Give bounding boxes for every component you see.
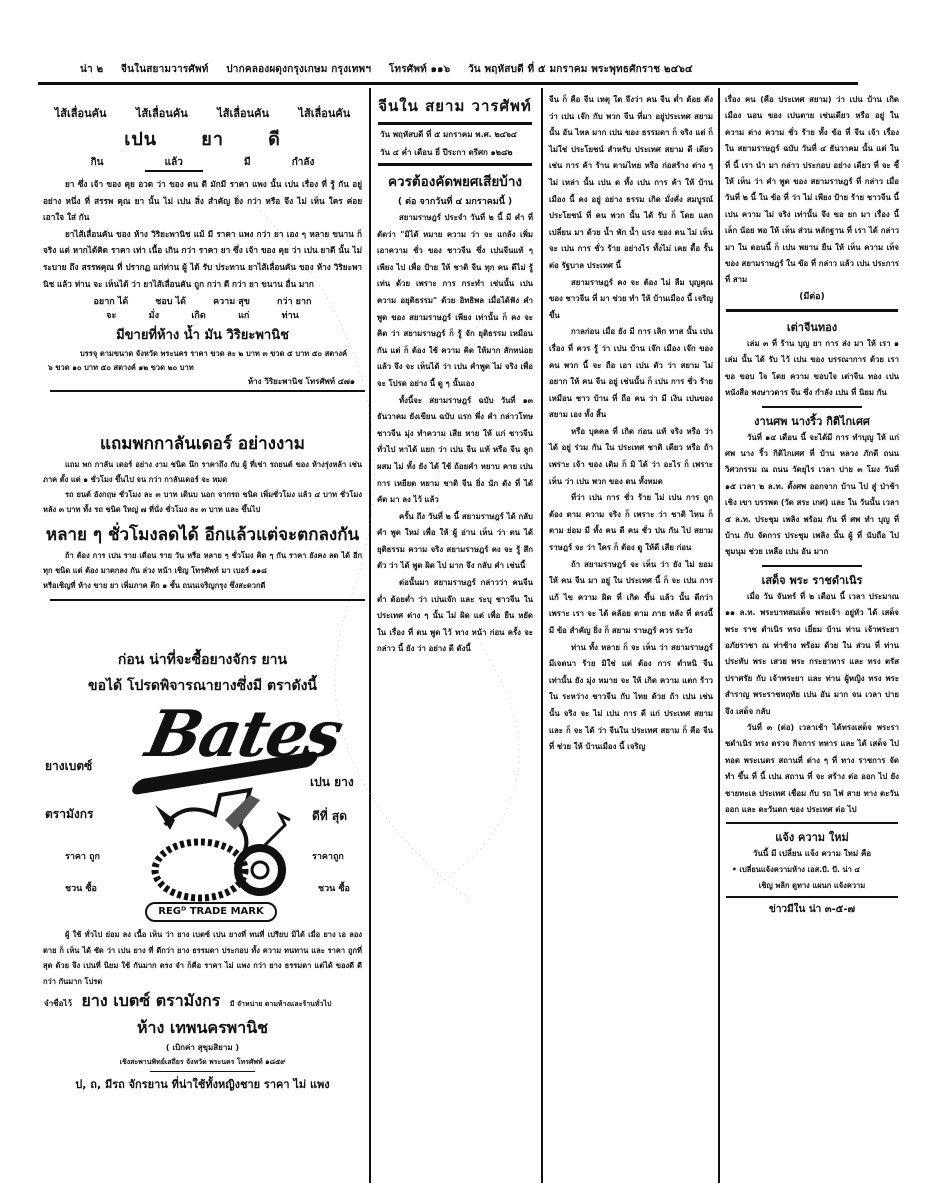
ad-paragraph: หรือเชิญที่ ห้าง ขาย ยา เพิ่มภาค ตึก ๑ ชั้น ถนนเจริญกรุง ซึ่งสะดวกดี: [43, 581, 266, 591]
editorial-paragraph: ครั้น ถึง วันที่ ๒ นี้ สยามราษฎร์ ได้ กลับ คำ พูด ใหม่ เพื่อ ให้ ผู้ อ่าน เห็น ว่า ตน ได้ ยุติธรรม ความ จริง สยามราษฎร์ คง จะ รู้ สึก ตัว ว่า ได้ พูด ผิด ไป มาก จึง กลับ คำ เช่นนี้: [377, 511, 533, 571]
editorial-paragraph: ท่าน ทั้ง หลาย ก็ จะ เห็น ว่า สยามราษฎร์ มีเจตนา ร้าย มิใช่ แต่ ต้อง การ ตำหนิ จีน เท่านั้น ยัง มุ่ง หมาย จะ ให้ เกิด ความ แตก ร้าว ใน ระหว่าง ชาวจีน กับ ไทย ด้วย ถ้า เปน เช่นนั้น จริง จะ ไม่ เปน การ ดี แก่ ประเทศ สยาม และ ก็ จะ ได้ ว่า จีนใน ประเทศ สยาม ก็ คือ จีน ที่ ช่วย ให้ บ้านเมือง นี้ เจริญ: [549, 642, 713, 752]
bates-left-label: ยางเบตซ์: [45, 759, 93, 774]
bates-left-label: ชวน ซื้อ: [65, 884, 97, 895]
dragon-trademark-icon: [145, 785, 295, 905]
bates-intro-line: ขอได้ โปรดพิจารณายางซึ่งมี ตราดังนี้: [88, 678, 317, 695]
notice-line: เชิญ พลิก ดูทาง แผนก แจ้งความ: [758, 881, 866, 891]
benefit-word: จะ: [106, 311, 117, 322]
bates-tyre-advertisement: [40, 649, 365, 1093]
notice-title: แจ้ง ความ ใหม่: [775, 831, 849, 845]
masthead: [80, 62, 860, 82]
price-line: ๖ ขวด ๑๐ บาท ๕๐ สตางค์ ๑๒ ขวด ๒๐ บาท: [48, 363, 194, 373]
editorial-continued-body: [546, 88, 716, 756]
news-body: [722, 336, 902, 402]
editorial-subhead: ( ต่อ จากวันที่ ๔ มกราคมนี้ ): [397, 197, 513, 207]
ad-label: ไส้เลื่อนคัน: [217, 107, 269, 120]
news-body: [722, 430, 902, 561]
editorial-paragraph: ถ้า สยามราษฎร์ จะ เห็น ว่า ยัง ไม่ ยอม ให้ คน จีน มา อยู่ ใน ประเทศ นี้ ก็ จะ เปน การ แก้ ไข ความ ผิด ที่ เกิด ขึ้น แล้ว นั้น ดีกว่า เพราะ เรา จะ ได้ คล้อย ตาม ภาย หลัง ที่ ตรงนี้ มี ข้อ สำคัญ ยิ่ง ก็ สยาม ราษฎร์ ควร ระวัง: [549, 559, 713, 635]
bicycle-note: ป, ถ, มีรถ จักรยาน ที่น่าใช้ทั้งหญิงชาย ราคา ไม่ แพง: [75, 1078, 330, 1092]
news-paragraph: วันที่ ๑๔ เดือน นี้ จะได้มี การ ทำบุญ ให้ แก่ศพ นาง ริ้ว กิติไกเศศ ที่ บ้าน หลวง ภักดี ถนน วิศวกรรม ณ ถนน วัดยุไร เวลา บ่าย ๓ โมง วันที่ ๑๕ เวลา ๒ ล.ท. ตั้งศพ ออกจาก บ้าน ไป สู่ ป่าช้า เชิง เขา บรรพต (วัด สระ เกศ) และ ใน วันนั้น เวลา ๕ ล.ท. ประชุม เพลิง พร้อม กัน ที่ ศพ ทำ บุญ ที่ บ้าน กับ จัดการ ประชุม เพลิง นั้น ผู้ ที่ นับถือ ไป ชุมนุม ช่วย เหลือ เปน อัน มาก: [725, 432, 899, 557]
company-subtitle: ( เบิกค่า สุขุมสิยาม ): [165, 1043, 240, 1053]
news-paragraph: วันที่ ๓ (ต่อ) เวลาเช้า ได้ทรงเสด็จ พระราชดำเนิร ทรง ตรวจ กิจการ ทหาร และ ได้ เสด็จ ไป ทอด พระเนตร สถานที่ ต่าง ๆ ที่ ทาง ราชการ จัด ทำ ขึ้น ที่ นี้ เปน สถาน ที่ จะ สร้าง ต่อ ออก ไป ยัง ชายทะเล ประเทศ เชื่อม กับ รถ ไฟ สาย ทาง ตะวันออก และ ตะวันตก ของ ประเทศ ต่อ ไป: [725, 723, 899, 815]
benefit-word: กว่า ยาก: [276, 297, 312, 308]
editorial-paragraph: สยามราษฎร์ ประจำ วันที่ ๒ นี้ มี คำ ที่ ตัดว่า "มิได้ หมาย ความ ว่า จะ แกล้ง เพิ่ม เอาความ ชั่ว ของ ชาวจีน ซึ่ง เปนจีนแท้ ๆ เพียง ไป เพื่อ ป้าย ให้ ชาติ จีน ทุก คน ดีไม่ รู้ เท่น ด้วย เพราะ การ กระทำ เช่นนั้น เปน ความ อยุติธรรม" ด้วย อิทธิพล เมื่อได้ฟัง คำ พูด ของ สยามราษฎร์ เพียง เท่านั้น ก็ คง จะ คิด ว่า สยามราษฎร์ ก็ รู้ จัก ยุติธรรม เหมือนกัน แต่ ก็ ต้อง ใช้ ความ คิด ให้มาก สักหน่อย แล้ว จึง จะ เห็นได้ ว่า เปน คำพูด ไม่ จริง เพื่อ จะ โปรด อย่าง นี้ ดู ๆ นั้นเอง: [377, 213, 533, 388]
column-divider: [541, 88, 543, 1183]
ad-body: [40, 176, 365, 292]
sub-word: มี: [243, 157, 251, 168]
phone-number: โทรศัพท์ ๑๑๖: [388, 64, 451, 75]
ad-paragraph: ถ้า ต้อง การ เปน ราย เดือน ราย วัน หรือ หลาย ๆ ชั่วโมง คิด ๆ กัน ราคา ยังคง ลด ได้ อีก ทุก ชนิด แต่ ต้อง มาตกลง กัน ล่วง หน้า เชิญ โทรศัพท์ มา เบอร์ ๑๑๘: [43, 551, 362, 576]
benefit-word: แก่: [238, 311, 250, 322]
editorial-column: [374, 88, 536, 1178]
editorial-continued-column: [546, 88, 716, 1178]
trademark-label: REGᴰ TRADE MARK: [145, 902, 277, 922]
benefits-row: [90, 308, 315, 322]
bates-right-label: ดีที่ สุด: [312, 809, 347, 824]
calendar-advertisement: [40, 430, 365, 601]
bates-right-label: เปน ยาง: [310, 775, 354, 790]
paper-name: จีนในสยามวารศัพท์: [121, 64, 209, 75]
sub-word: กำลัง: [291, 157, 315, 168]
editorial-paragraph: จีน ก็ คือ จีน เหตุ ใด จึงว่า คน จีน ต่ำ ต้อย ดังว่า เปน เจ๊ก กับ พวก จีน ที่มา อยู่ประเทศ สยาม นั้น อัน ไหล มาก เปน ของ ธรรมดา ก็ จริง แต่ ก็ไม่ใช่ ประโยชน์ สำหรับ ประเทศ สยาม ดี เดียว เช่น การ ค้า ร้าน ตามไทย หรือ ก่อสร้าง ต่าง ๆ ไม่ เหล่า นั้น เปน ด ทั้ง เปน การ ค้า ให้ บ้านเมือง นี้ คง อยู่ อย่าง ธรรม เกิด มั่งคั่ง สมบูรณ์ ประโยชน์ ที่ คน พวก นั้น ได้ รับ ก็ โดย แลก เปลี่ยน มา ด้วย น้ำ พัก น้ำ แรง ของ ตน ไม่ เห็น จะ เปน การ ชั่ว ร้าย อย่างไร ทั้งไม่ เคย ดื้อ รั้น ต่อ รัฐบาล ประเทศ นี้: [549, 95, 713, 270]
masthead-rule: [38, 82, 858, 85]
ad-label: ไส้เลื่อนคัน: [135, 107, 188, 120]
divider: [762, 406, 862, 408]
ad-repeat-labels: [40, 88, 365, 122]
bates-left-label: ตรามังกร: [45, 807, 94, 822]
divider: [50, 599, 365, 601]
editorial-body: [374, 210, 536, 658]
benefit-word: เกิด: [191, 311, 206, 322]
ad-paragraph: ยาไส้เลื่อนคัน ของ ห้าง วิริยะพานิช แม้ มี ราคา แพง กว่า ยา เอง ๆ หลาย ขนาน ก็ จริง แต่ หากได้คิด ราคา เท่า เนื้อ เกิน กว่า ราคา ยา ซึ่ง เจ้า ของ คุย ว่า เปน ยาดี นั้น ไม่ ระบาย ถึง สรรพคุณ ที่ ปรากฏ แก่ท่าน ผู้ ได้ รับ ประทาน ยาไส้เลื่อนคัน ของ ห้าง วิริยะพานิช แล้ว ท่าน จะ เห็นได้ ว่า ยาไส้เลื่อนคัน ถูก กว่า ดี กว่า ยา ขนาน อื่น มาก: [43, 228, 362, 289]
ad-headline: [80, 124, 325, 153]
calendar-ad-body: [40, 457, 365, 517]
benefit-word: มั่ง: [148, 311, 159, 322]
bates-brand-line: [40, 989, 365, 1014]
news-title: เต่าจีนทอง: [786, 320, 838, 334]
benefit-word: ท่าน: [281, 311, 299, 322]
ad-paragraph: ยา ซึ่ง เจ้า ของ คุย อวด ว่า ของ ตน ดี มักมี ราคา แพง นั้น เปน เรื่อง ที่ รู้ กัน อยู่ อย่าง หนึ่ง ที่ สรรพ คุณ ยา นั้น ไม่ เปน สิ่ง สำคัญ ยิ่ง กว่า หรือ จึง ไม่ เห็น ใคร ค่อย เอาใจ ใส่ กัน: [43, 179, 362, 223]
company-name: ห้าง เทพนครพานิช: [136, 1018, 269, 1038]
company-address: เชิงสะพานพิทย์เสถียร จังหวัด พระนคร โทรศัพท์ ๑๘๕๙: [119, 1058, 286, 1067]
office-address: ปากคลองผดุงกรุงเกษม กรุงเทพฯ: [226, 64, 372, 75]
column-divider: [718, 88, 720, 1183]
editorial-paragraph: กาลก่อน เมื่อ ยัง มี การ เลิก ทาส นั้น เปน เรื่อง ที่ ควร รู้ ว่า เปน บ้าน เจ๊ก เมือง เจ๊ก ของ คน พวก นี้ จะ ถือ เอา เปน ตัว ว่า สยาม ไม่ อยาก ให้ คน จีน อยู่ เช่นนั้น ก็ เปน การ ชั่ว ร้าย เหมือน ชาว บ้าน ที่ ถือ คน ว่า มี เงิน เปนของ สยาม เอง ทั้ง สิ้น: [549, 327, 713, 420]
editorial-paragraph: ที่ว่า เปน การ ชั่ว ร้าย ไม่ เปน การ ถูก ต้อง ตาม ความ จริง ก็ เพราะ ว่า ชาติ ไหน ก็ ตาม ย่อม มี ทั้ง คน ดี คน ชั่ว ปน กัน ไป สยามราษฎร์ จะ ว่า ใคร ก็ ต้อง ดู ให้ดี เสีย ก่อน: [549, 493, 713, 553]
seller-name: มีขายที่ห้าง น้ำ มัน วิริยะพานิช: [116, 328, 289, 344]
divider: [762, 565, 862, 567]
dealer-note: มี จำหน่าย ตามห้างและร้านทั่วไป: [229, 1000, 332, 1009]
editorial-paragraph: เรื่อง คน (คือ ประเทศ สยาม) ว่า เปน บ้าน เกิด เมือง นอน ของ เปนตาย เช่นเดียว หรือ อยู่ ใน ความ ต่าง ความ ชั่ว ร้าย ทั้ง ข้อ ที่ จีน เจ้า เรื่อง ใน สยามราษฎร์ ฉบับ วันที่ ๔ ธันวาคม นั้น แต่ ใน ที่ นี้ เรา นำ มา กล่าว ประกอบ อย่าง เดียว ที่ จะ ชี้ ให้ เห็น ว่า คำ พูด ของ สยามราษฎร์ ที่ กล่าว เมื่อ วันที่ ๒ นี้ ใน ข้อ ที่ ว่า ไม่ เพียง ป้าย ร้าย ชาวจีน นี้ เปน ความ ไม่ จริง เท่านั้น จึง ขอ ยก มา เรื่อง นี้ เล็ก น้อย พอ ให้ เห็น ส่วน หลักฐาน ที่ เรา ได้ กล่าว มา ใน ตอนนี้ ก็ เปน พยาน ยืน ให้ เห็น ความ เท็จ ของ สยามราษฎร์ ใน ข้อ ที่ กล่าว แล้ว เปน ประการ ที่ สาม: [725, 95, 899, 285]
column-divider: [369, 88, 371, 1183]
ad-paragraph: ผู้ ใช้ ทั่วไป ย่อม ลง เนื้อ เห็น ว่า ยาง เบตซ์ เปน ยางที่ ทนที่ เปรียบ มิได้ เมื่อ ยาง เอ ลอง ตาย ก็ เห็น ได้ ชัด ว่า เปน ยาง ที่ ดีกว่า ยาง ธรรมดา ประกอบ ทั้ง ความ ทนทาน และ ราคา ถูกที่ สุด ด้วย จึง เปนที่ นิยม ใช้ กันมาก ตรง จำ ก็คือ ราคา ไม่ แพง กว่า ยาง ธรรมดา แต่ได้ ของดี ดีกว่า กันมาก โปรด: [43, 930, 362, 986]
brand-name: ยาง เบตซ์ ตรามังกร: [81, 991, 221, 1011]
bates-right-label: ราคาถูก: [312, 852, 344, 863]
bates-logo-area: [40, 697, 365, 927]
lunar-date: วัน ๔ ค่ำ เดือน ยี่ ปีระกา ตรีศก ๑๒๘๒: [380, 148, 513, 157]
sub-word: แล้ว: [145, 155, 203, 172]
notice-bullet: [722, 862, 902, 878]
price-line: บรรจุ ตามขนาด จังหวัด พระนคร ราคา ขวด ละ ๒ บาท ๓ ขวด ๕ บาท ๕๐ สตางค์: [80, 349, 348, 359]
news-column: [722, 88, 902, 1178]
editorial-paragraph: สยามราษฎร์ คง จะ ต้อง ไม่ ลืม บุญคุณ ของ ชาวจีน ที่ มา ช่วย ทำ ให้ บ้านเมือง นี้ เจริญ ขึ้น: [549, 277, 713, 320]
benefit-word: ความ สุข: [213, 297, 250, 308]
editorial-paragraph: ต่อนั้นมา สยามราษฎร์ กล่าวว่า คนจีน ต่ำ ต้อยต่ำ ว่า เปนเจ๊ก และ ระบุ ชาวจีน ใน ประเทศ ต่าง ๆ นั้น ไม่ ผิด แต่ เพื่อ ยืน หยัด ใน เรื่อง ที่ ตน พูด ไว้ ทาง หน้า ก่อน ครั้ง จะ กล่าว นี้ ยัง ว่า อย่าง ดี ดังนี้: [377, 578, 533, 654]
bates-logo: Bates: [140, 697, 348, 773]
editorial-headline: ควรต้องคัดพยศเสียบ้าง: [387, 174, 522, 190]
benefit-word: ชอบ ได้: [155, 297, 187, 308]
divider: [726, 309, 898, 312]
hourly-ad-body: [40, 548, 365, 593]
calendar-ad-title: แถมพกกาลันเดอร์ อย่างงาม: [99, 434, 305, 455]
news-item: [722, 571, 902, 819]
hourly-ad-title: หลาย ๆ ชั่วโมงลดได้ อีกแล้วแต่จะตกลงกัน: [45, 525, 360, 546]
ad-paragraph: รถ ยนต์ อังกฤษ ชั่วโมง ละ ๓ บาท เดินบ นอก จากรถ ชนิด เพิ่มชั่วโมง แล้ว ๔ บาท ชั่วโมง หลัง ๓ บาท ทั้ง รถ ชนิด ใหญ่ ๗ ที่นั่ง ชั่วโมง ละ ๓ บาท และ ขึ้นไป: [43, 490, 362, 515]
bullet-icon: •: [732, 865, 740, 875]
bates-right-label: ชวน ซื้อ: [318, 884, 350, 895]
headline-word: ยา: [201, 129, 224, 150]
paper-title: จีนใน สยาม วารศัพท์: [378, 97, 532, 115]
issue-date: วัน พฤหัสบดี ที่ ๕ มกราคม พระพุทธศักราช ๒๔๖๔: [467, 64, 693, 75]
news-item: [722, 318, 902, 402]
divider: [150, 1071, 255, 1072]
medicine-advertisement: [40, 88, 365, 392]
ad-label: ไส้เลื่อนคัน: [54, 107, 107, 120]
advertisement-notice: [722, 828, 902, 894]
benefit-word: อยาก ได้: [93, 297, 129, 308]
news-paragraph: เล่ม ๓ ที่ ร้าน บุญ ยา การ ส่ง มา ให้ เรา ๑ เล่ม นั้น ได้ รับ ไว้ เปน ของ บรรณาการ ด้วย เรา ขอ ขอบ ใจ โดย ความ ขอบใจ เต่าจีน ทอง เปน หนังสือ พงษาวดาร จีน ซึ่ง กำลัง เปน ที่ นิยม กัน: [725, 338, 899, 398]
news-title: เสด็จ พระ ราชดำเนิร: [761, 573, 863, 587]
headline-word: ดี: [268, 129, 281, 150]
editorial-paragraph: หรือ บุคคล ที่ เกิด ก่อน แท้ จริง หรือ ว่า ได้ อยู่ ร่วม กัน ใน ประเทศ ชาติ เดียว หรือ ถ้า เพราะ เจ้า ของ เดิม ก็ มิ ได้ ว่า อะไร ก็ เพราะ เห็น ว่า เปน พวก ของ ตน ทั้งหมด: [549, 426, 713, 486]
page-index: ข่าวมีใน น่า ๓-๕-๗: [768, 904, 855, 916]
ad-paragraph: แถม พก กาลัน เดอร์ อย่าง งาม ชนิด นึก ราคาถึง กับ ผู้ ที่เช่า รถยนต์ ของ ห้างรุ่งหล้า เช่น ภาค ตั้ง แต่ ๑ ชั่วโมง ขึ้นไป จน กว่า กาลันเดอร์ จะ หมด: [43, 460, 362, 485]
news-paragraph: เมื่อ วัน จันทร์ ที่ ๒ เดือน นี้ เวลา ประมาณ ๑๑ ล.ท. พระบาทสมเด็จ พระเจ้า อยู่หัว ได้ เสด็จ พระ ราช ดำเนิร ทรง เยี่ยม บ้าน ท่าน เจ้าพระยา อภัยราชา ณ ท่าช้าง พร้อม ด้วย ใน ส่วน ที่ ท่าน ประทับ พระ เสวย พระ กระยาหาร และ ทรง ตรัส ปราศรัย กับ เจ้าพระยา และ ท่าน ผู้หญิง ทรง พระสำราญ พระราชหฤทัย เปน อัน มาก จน เวลา บ่าย จึง เสด็จ กลับ: [725, 591, 899, 716]
notice-line: วันนี้ มี เปลี่ยน แจ้ง ความ ใหม่ คือ: [752, 849, 872, 859]
price-list: [40, 345, 365, 375]
bates-intro-line: ก่อน น่าที่จะซื้อยางจักร ยาน: [117, 652, 288, 669]
editorial-end: [722, 88, 902, 289]
advertisement-column: [40, 88, 365, 1178]
editorial-paragraph: ทั้งนี้จะ สยามราษฎร์ ฉบับ วันที่ ๑๓ ธันวาคม ยังเขียน ฉบับ แรก พึ่ง คำ กล่าวโทษ ชาวจีน มุ่ง ทำความ เสีย หาย ให้ แก่ ชาวจีน ทั่วไป หาได้ แยก ว่า เปน จีน แท้ หรือ จีน ลูก ผสม ไม่ ทั้ง ยัง ได้ ใช้ ถ้อยคำ หยาบ คาย เปน การ เหยียด หยาม ชาติ จีน ยิ่ง นัก ดัง ที่ ได้ คัด มา ลง ไว้ แล้ว: [377, 395, 533, 505]
benefits-row: [80, 294, 325, 308]
remember-label: จำชื่อไว้: [44, 999, 72, 1009]
news-title: งานศพ นางริ้ว กิติไกเศศ: [754, 414, 870, 428]
news-item: [722, 412, 902, 561]
page-number: น่า ๒: [80, 64, 104, 75]
ad-signature: ห้าง วิริยะพานิช โทรศัพท์ ๔๗๑: [247, 377, 355, 387]
divider: [50, 390, 365, 392]
sub-word: กิน: [90, 157, 104, 168]
bates-ad-body: [40, 927, 365, 989]
gregorian-date: วัน พฤหัสบดี ที่ ๕ มกราคม พ.ศ. ๒๔๖๔: [380, 130, 517, 139]
notice-line: เปลี่ยนแจ้งความห้าง เอส.บี. บี. น่า ๔: [739, 865, 861, 875]
to-be-continued: (มีต่อ): [799, 291, 825, 302]
ad-label: ไส้เลื่อนคัน: [298, 107, 351, 120]
news-body: [722, 589, 902, 819]
divider: [726, 822, 898, 824]
ad-subheadline: [70, 155, 335, 172]
divider: [726, 896, 898, 898]
bates-left-label: ราคา ถูก: [65, 852, 100, 863]
headline-word: เปน: [124, 129, 158, 150]
